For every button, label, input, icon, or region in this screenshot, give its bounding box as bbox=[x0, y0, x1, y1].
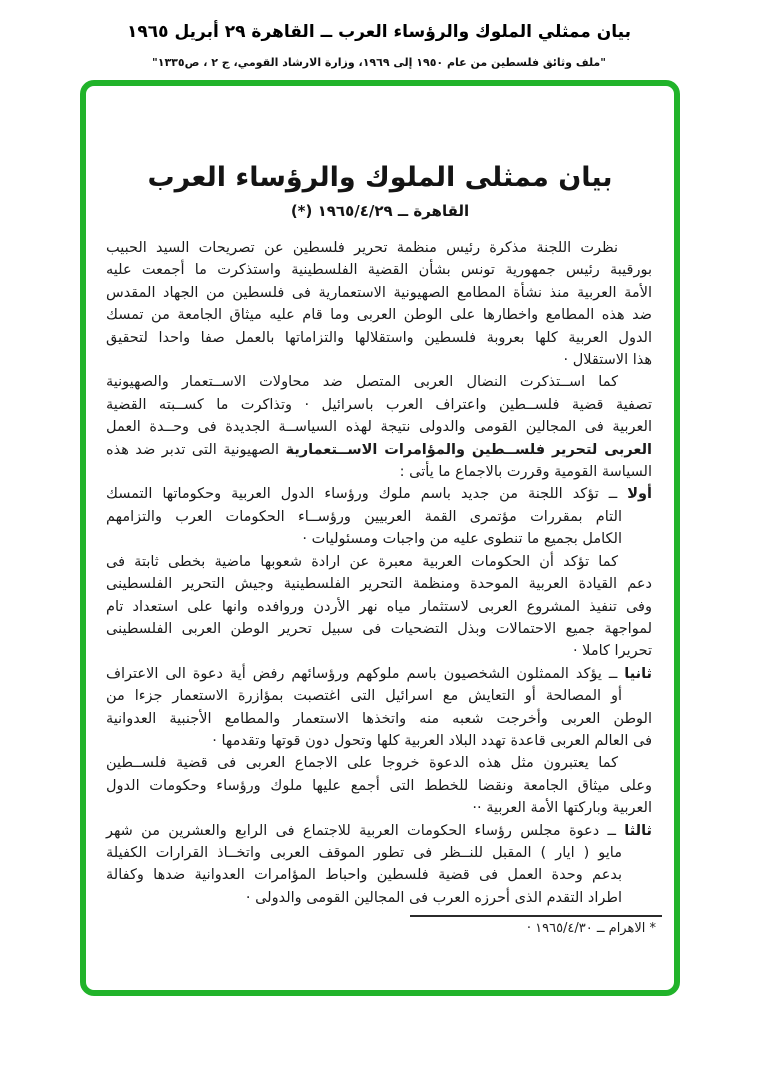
body-line: التام بمقررات مؤتمرى القمة العربيين ورؤســاء الحكومات العرب والتزامهم bbox=[106, 508, 622, 525]
body-line: هذا الاستقلال · bbox=[563, 352, 652, 369]
body-line: كما تؤكد أن الحكومات العربية معبرة عن ارادة شعوبها ماضية بخطى ثابتة فى bbox=[106, 553, 618, 570]
body-paragraph bbox=[106, 237, 652, 371]
body-line: نظرت اللجنة مذكرة رئيس منظمة تحرير فلسطين عن تصريحات السيد الحبيب bbox=[106, 240, 618, 256]
body-line: لمواجهة جميع الاحتمالات وبذل التضحيات فى سبيل تحرير الوطن العربى الفلسطينى bbox=[106, 620, 652, 637]
body-line: العربية وباركتها الأمة العربية ·· bbox=[472, 800, 652, 817]
body-line: الأمة العربية منذ نشأة المطامع الصهيونية الاستعمارية فى فلسطين من الجهاد المقدس bbox=[106, 284, 652, 301]
body-line: اطراد التقدم الذى أحرزه العرب فى المجالين القومى والدولى · bbox=[245, 889, 622, 906]
document-subtitle: القاهرة ــ ١٩٦٥/٤/٢٩ (*) bbox=[290, 202, 470, 220]
body-line: أولا ــ تؤكد اللجنة من جديد باسم ملوك ورؤساء الدول العربية وحكوماتها التمسك bbox=[106, 486, 652, 503]
source-citation: "ملف وثائق فلسطين من عام ١٩٥٠ إلى ١٩٦٩، وزارة الارشاد القومي، ج ٢ ، ص١٣٣٥" bbox=[152, 56, 606, 69]
document-body bbox=[86, 237, 674, 909]
body-line: فى العالم العربى قاعدة تهدد البلاد العربية كلها وتحول دون قوتها وتقدمها · bbox=[212, 732, 652, 749]
body-paragraph bbox=[106, 752, 652, 819]
body-line: العربى لتحرير فلســطين والمؤامرات الاســتعمارية الصهيونية التى تدبر ضد هذه bbox=[106, 441, 652, 458]
body-line: وفى تنفيذ المشروع العربى لاستثمار مياه نهر الأردن وروافده وانها على استعداد تام bbox=[106, 598, 652, 615]
body-line: ضد هذه المطامع واخطارها على الوطن العربى وما قام عليه ميثاق الجامعة من تمسك bbox=[106, 307, 652, 324]
footnote-separator bbox=[410, 915, 662, 936]
document-title: بيان ممثلى الملوك والرؤساء العرب bbox=[147, 162, 613, 193]
body-line: أو المصالحة أو التعايش مع اسرائيل التى اغتصبت بمؤازرة الاستعمار جزءا من bbox=[106, 688, 622, 705]
body-line: العربية فى المجالين القومى والدولى نتيجة لهذه السياســة الجديدة فى وحــدة العمل bbox=[106, 419, 652, 436]
body-line: الكامل بجميع ما تنطوى عليه من واجبات ومسئوليات · bbox=[302, 531, 622, 548]
body-paragraph bbox=[106, 483, 652, 550]
body-line: السياسة القومية وقررت بالاجماع ما يأتى : bbox=[399, 464, 652, 481]
body-line: بدعم وحدة العمل فى قضية فلسطين واحباط المؤامرات العدوانية ضدها وكفالة bbox=[106, 867, 622, 884]
body-line: مايو ( ايار ) المقبل للنــظر فى تطور الموقف العربى واتخــاذ القرارات الكفيلة bbox=[106, 844, 622, 861]
body-line: كما اســتذكرت النضال العربى المتصل ضد محاولات الاســتعمار والصهيونية bbox=[106, 374, 618, 391]
body-paragraph bbox=[106, 371, 652, 483]
body-line: وعلى ميثاق الجامعة ونقضا للخطط التى أجمع عليها ملوك ورؤساء وحكومات الدول bbox=[106, 777, 652, 794]
body-line: ثالثا ــ دعوة مجلس رؤساء الحكومات العربية للاجتماع فى الرابع والعشرين من شهر bbox=[106, 822, 652, 839]
body-paragraph bbox=[106, 820, 652, 910]
body-paragraph bbox=[106, 551, 652, 663]
body-line: بورقيبة رئيس جمهورية تونس بشأن القضية الفلسطينية واستذكرت ما أجمعت عليه bbox=[106, 262, 652, 279]
body-line: كما يعتبرون مثل هذه الدعوة خروجا على الاجماع العربى فى قضية فلســطين bbox=[106, 755, 618, 772]
body-line: دعم القيادة العربية الموحدة ومنظمة التحرير الفلسطينية وجيش التحرير الفلسطينى bbox=[106, 576, 652, 593]
body-line: ثانيا ــ يؤكد الممثلون الشخصيون باسم ملوكهم ورؤسائهم رفض أية دعوة الى الاعتراف bbox=[106, 665, 652, 682]
body-line: تصفية قضية فلســطين واعتراف العرب باسرائيل · وتذاكرت ما كســبته القضية bbox=[106, 396, 652, 413]
document-frame bbox=[80, 80, 680, 996]
footnote: * الاهرام ــ ١٩٦٥/٤/٣٠ · bbox=[526, 921, 656, 937]
body-line: تحريرا كاملا · bbox=[572, 643, 652, 660]
body-paragraph bbox=[106, 663, 652, 753]
body-line: الدول العربية كلها بعروبة فلسطين واستقلالها والتزاماتها بالعمل صفا واحدا لتحقيق bbox=[106, 329, 652, 346]
page-header-title: بيان ممثلي الملوك والرؤساء العرب ــ القاهرة ٢٩ أبريل ١٩٦٥ bbox=[127, 22, 631, 42]
body-line: الوطن العربى وأخرجت شعبه منه واتخذها الاستعمار والمطامع الأجنبية العدوانية bbox=[106, 710, 652, 727]
